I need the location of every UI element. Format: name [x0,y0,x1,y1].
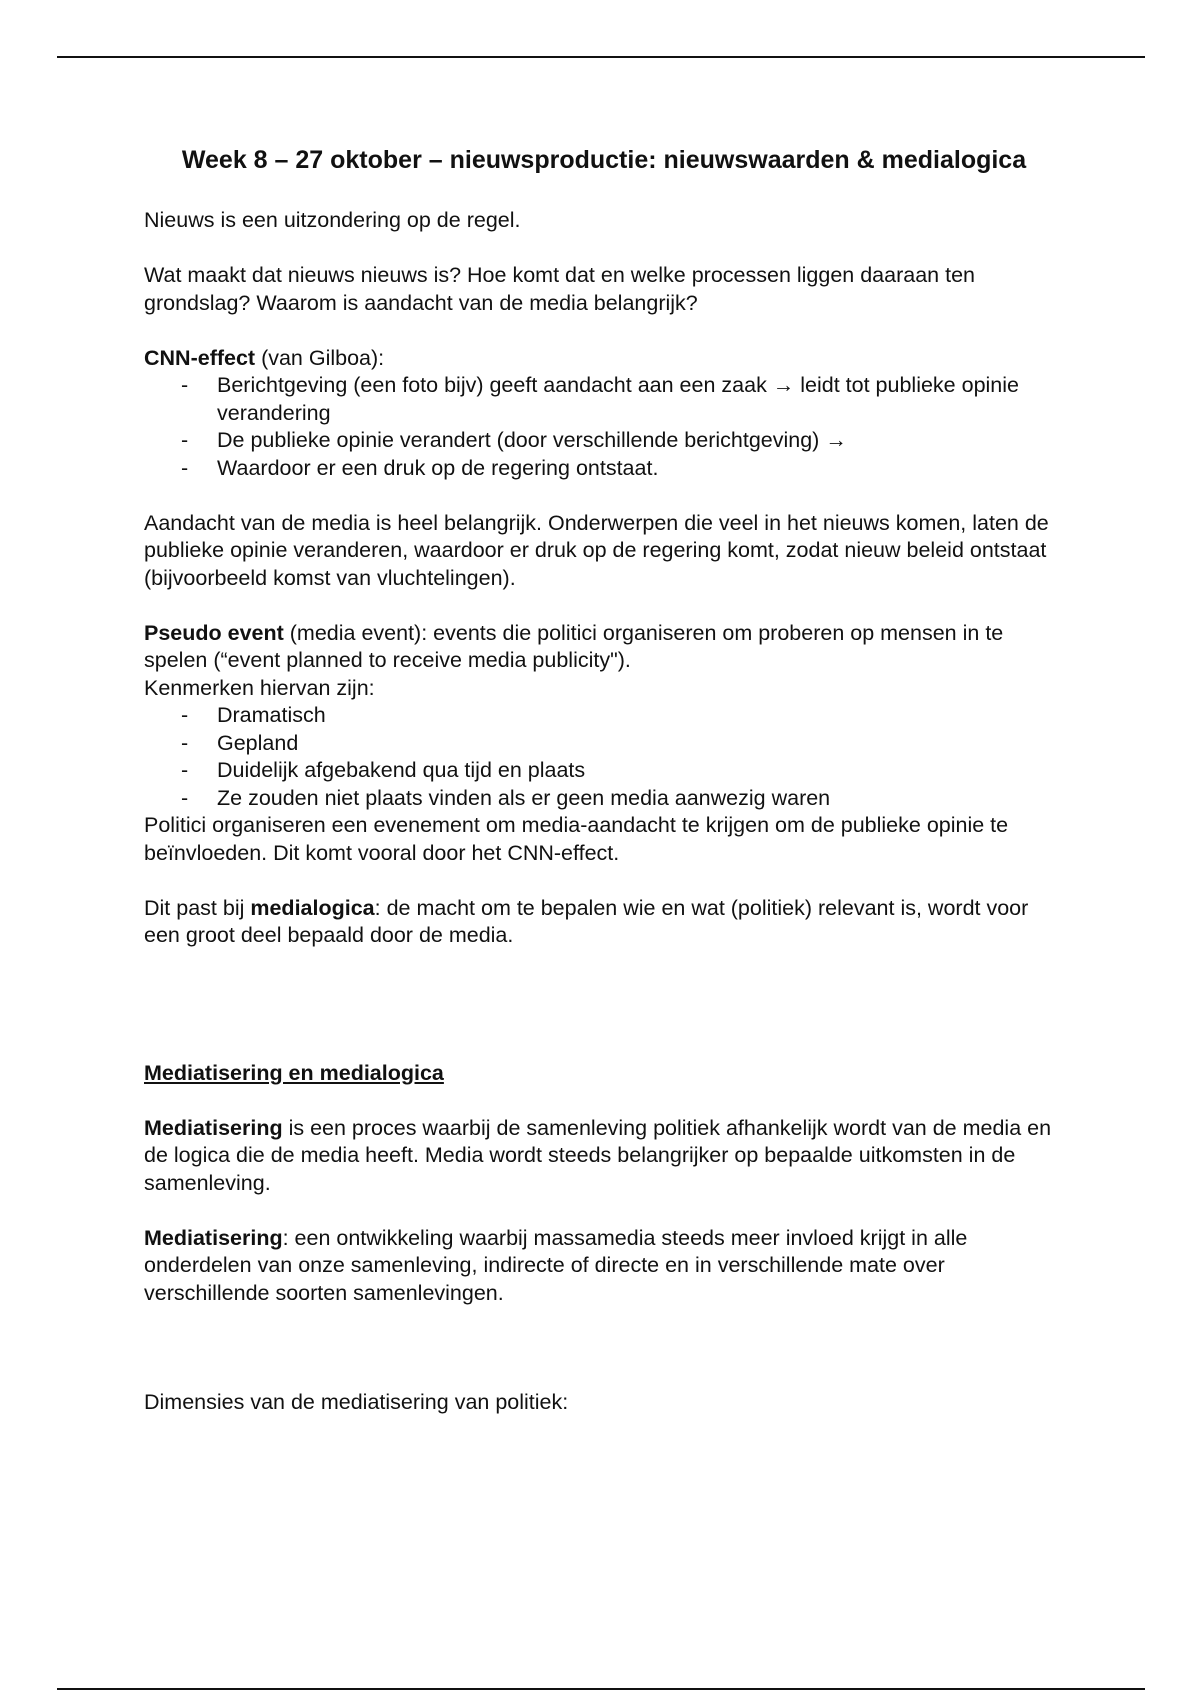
mediatisering-paragraph-1 [144,1115,1064,1198]
mediatisering-term: Mediatisering [144,1115,283,1140]
cnn-list [144,372,1064,482]
pseudo-event-paragraph [144,620,1064,675]
list-item [144,730,1064,758]
list-item-text: De publieke opinie verandert (door verschillende berichtgeving) → [217,428,847,452]
section-heading [144,1060,1064,1088]
mediatisering-rest: is een proces waarbij de samenleving politiek afhankelijk wordt van de media en de logica die de media heeft. Media wordt steeds belangrijker op bepaalde uitkomsten in de samenleving. [144,1115,1052,1195]
list-item [144,702,1064,730]
list-item [144,757,1064,785]
list-item-text: Gepland [217,730,299,755]
list-item [144,372,1064,427]
medialogic-after: : de macht om te bepalen wie en wat (politiek) relevant is, wordt voor een groot deel bepaald door de media. [144,895,1029,947]
bullet-dash: - [181,373,189,397]
list-item [144,785,1064,813]
dimensions-paragraph: Dimensies van de mediatisering van politiek: [144,1390,569,1414]
bullet-dash: - [181,428,189,452]
list-item-text: Berichtgeving (een foto bijv) geeft aandacht aan een zaak → leidt tot publieke opinie verandering [217,373,1019,425]
intro-paragraph: Nieuws is een uitzondering op de regel. [144,208,521,232]
questions-paragraph: Wat maakt dat nieuws nieuws is? Hoe komt dat en welke processen liggen daaraan ten grondslag? Waarom is aandacht van de media belangrijk? [144,263,975,315]
list-item-text: Ze zouden niet plaats vinden als er geen media aanwezig waren [217,785,831,810]
mediatisering-paragraph-2 [144,1225,1064,1308]
section-heading-text: Mediatisering en medialogica [144,1060,444,1085]
bullet-dash: - [181,455,189,480]
medialogic-before: Dit past bij [144,895,251,920]
bullet-dash: - [181,703,189,727]
list-item-text: Duidelijk afgebakend qua tijd en plaats [217,758,586,782]
pseudo-term: Pseudo event [144,620,284,645]
features-intro: Kenmerken hiervan zijn: [144,675,375,700]
attention-paragraph: Aandacht van de media is heel belangrijk. Onderwerpen die veel in het nieuws komen, laten de publieke opinie veranderen, waardoor er druk op de regering komt, zodat nieuw beleid ontstaat (bijvoorbeeld komst van vluchtelingen). [144,510,1049,590]
bullet-dash: - [181,730,189,755]
list-item-text: Dramatisch [217,703,326,727]
mediatisering-term: Mediatisering [144,1225,283,1250]
list-item [144,455,1064,483]
document-title: Week 8 – 27 oktober – nieuwsproductie: nieuwswaarden & medialogica [181,146,1027,174]
cnn-term: CNN-effect [144,345,256,370]
pseudo-outro: Politici organiseren een evenement om media-aandacht te krijgen om de publieke opinie te beïnvloeden. Dit komt vooral door het CNN-effect. [144,813,1009,865]
features-list [144,702,1064,812]
footer-rule [57,1688,1145,1690]
document-body [144,144,1064,1417]
mediatisering-rest: : een ontwikkeling waarbij massamedia steeds meer invloed krijgt in alle onderdelen van onze samenleving, indirecte of directe en in verschillende mate over verschillende soorten samenlevingen. [144,1225,968,1305]
list-item [144,427,1064,455]
medialogic-paragraph [144,895,1064,950]
medialogic-term: medialogica [250,895,375,920]
cnn-intro [144,345,1064,373]
cnn-rest: (van Gilboa): [255,345,385,370]
pseudo-rest: (media event): events die politici organiseren om proberen op mensen in te spelen (“event planned to receive media publicity"). [144,620,1004,672]
header-rule [57,56,1145,58]
list-item-text: Waardoor er een druk op de regering ontstaat. [217,455,659,480]
bullet-dash: - [181,758,189,782]
bullet-dash: - [181,785,189,810]
